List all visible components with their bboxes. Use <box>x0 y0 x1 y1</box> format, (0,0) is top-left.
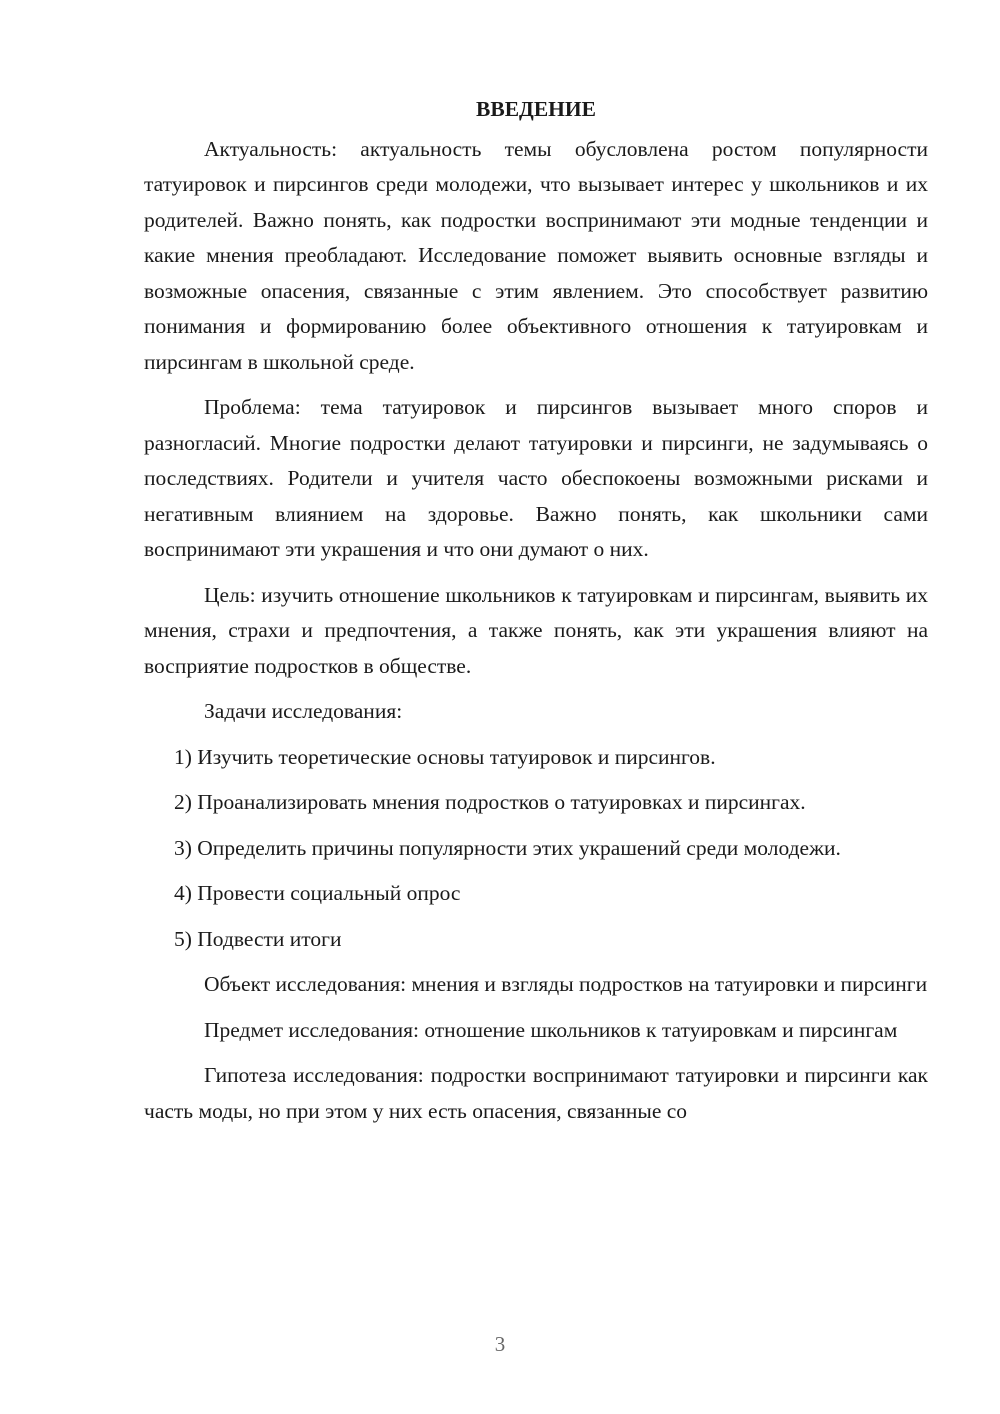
paragraph-problem: Проблема: тема татуировок и пирсингов вызывает много споров и разногласий. Многие подростки делают татуировки и пирсинги, не задумываясь о последствиях. Родители и учителя часто обеспокоены возможными рисками и негативным влиянием на здоровье. Важно понять, как школьники сами воспринимают эти украшения и что они думают о них. <box>144 395 928 561</box>
page-number: 3 <box>494 1332 506 1356</box>
paragraph-subject: Предмет исследования: отношение школьников к татуировкам и пирсингам <box>204 1017 898 1042</box>
paragraph-relevance: Актуальность: актуальность темы обусловлена ростом популярности татуировок и пирсингов среди молодежи, что вызывает интерес у школьников и их родителей. Важно понять, как подростки воспринимают эти модные тенденции и какие мнения преобладают. Исследование поможет выявить основные взгляды и возможные опасения, связанные с этим явлением. Это способствует развитию понимания и формированию более объективного отношения к татуировкам и пирсингам в школьной среде. <box>144 136 928 374</box>
task-item-4: 4) Провести социальный опрос <box>174 881 461 905</box>
tasks-heading: Задачи исследования: <box>204 699 403 723</box>
task-item-3: 3) Определить причины популярности этих украшений среди молодежи. <box>174 835 841 860</box>
task-item-5: 5) Подвести итоги <box>174 926 342 951</box>
task-item-1: 1) Изучить теоретические основы татуировок и пирсингов. <box>174 744 716 769</box>
section-title: ВВЕДЕНИЕ <box>476 97 596 121</box>
paragraph-goal: Цель: изучить отношение школьников к татуировкам и пирсингам, выявить их мнения, страхи и предпочтения, а также понять, как эти украшения влияют на восприятие подростков в обществе. <box>144 582 928 678</box>
paragraph-hypothesis: Гипотеза исследования: подростки воспринимают татуировки и пирсинги как часть моды, но при этом у них есть опасения, связанные со <box>144 1063 928 1123</box>
page-content <box>144 92 928 1139</box>
task-item-2: 2) Проанализировать мнения подростков о татуировках и пирсингах. <box>174 790 806 814</box>
paragraph-object: Объект исследования: мнения и взгляды подростков на татуировки и пирсинги <box>204 972 928 996</box>
